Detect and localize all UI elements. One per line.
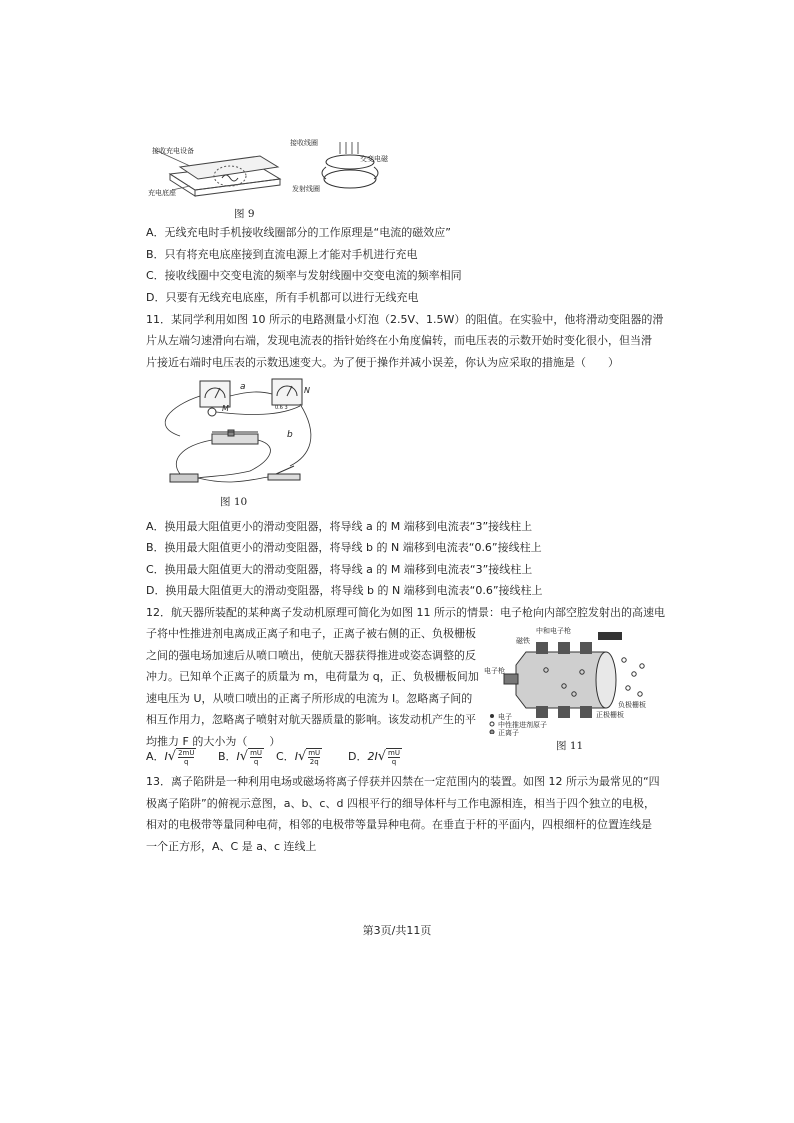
q10-option-c: C．接收线圈中交变电流的频率与发射线圈中交变电流的频率相同 — [146, 269, 462, 282]
q11-stem-line-1: 11．某同学利用如图 10 所示的电路测量小灯泡（2.5V、1.5W）的阻值。在实验中，他将滑动变阻器的滑 — [146, 313, 664, 326]
q12-stem-line-1: 12．航天器所装配的某种离子发动机原理可简化为如图 11 所示的情景：电子枪向内部空腔发射出的高速电 — [146, 606, 665, 619]
figure-9-caption: 图 9 — [234, 208, 255, 220]
q12-option-d-label: D． — [348, 750, 368, 763]
q11-option-b: B．换用最大阻值更小的滑动变阻器，将导线 b 的 N 端移到电流表“0.6”接线柱上 — [146, 541, 542, 554]
q12-option-c-label: C． — [276, 750, 295, 763]
fig9-label-ac-magnetic: 交变电磁 — [360, 155, 388, 163]
q13-stem-line-4: 一个正方形，A、C 是 a、c 连线上 — [146, 840, 317, 853]
q11-stem-line-3: 片接近右端时电压表的示数迅速变大。为了便于操作并减小误差，你认为应采取的措施是（ ） — [146, 356, 619, 369]
figure-10 — [150, 376, 330, 510]
q10-option-a: A．无线充电时手机接收线圈部分的工作原理是“电流的磁效应” — [146, 226, 451, 239]
q12-stem-line-2: 子将中性推进剂电离成正离子和电子，正离子被右侧的正、负极栅板 — [146, 627, 476, 640]
fig9-label-receiver-device: 接收充电设备 — [152, 147, 194, 155]
figure-10-drawing — [150, 376, 330, 494]
q12-option-c-num: mU — [308, 749, 321, 757]
q12-option-c-coef: I — [294, 750, 298, 763]
fig9-label-charging-base: 充电底座 — [148, 189, 176, 197]
q11-stem-line-2: 片从左端匀速滑向右端，发现电流表的指针始终在小角度偏转，而电压表的示数开始时变化很小，但当滑 — [146, 334, 652, 347]
q13-stem-line-1: 13．离子陷阱是一种利用电场或磁场将离子俘获并囚禁在一定范围内的装置。如图 12 所示为最常见的“四 — [146, 775, 660, 788]
fig11-label-neutralizer: 中和电子枪 — [536, 627, 571, 635]
fig9-label-receive-coil: 接收线圈 — [290, 139, 318, 147]
q12-stem-line-3: 之间的强电场加速后从喷口喷出，使航天器获得推进或姿态调整的反 — [146, 649, 476, 662]
figure-9-drawing — [150, 134, 380, 204]
q13-stem-line-2: 极离子陷阱”的俯视示意图，a、b、c、d 四根平行的细导体杆与工作电源相连，相当于四个独立的电极， — [146, 797, 655, 810]
q11-option-c: C．换用最大阻值更大的滑动变阻器，将导线 a 的 M 端移到电流表“3”接线柱上 — [146, 563, 533, 576]
q12-option-c-den: 2q — [309, 758, 319, 766]
q12-stem-line-6: 相互作用力，忽略离子喷射对航天器质量的影响。该发动机产生的平 — [146, 713, 476, 726]
fig11-legend-electron: 电子 — [498, 713, 512, 721]
q12-option-c: C．I√ $\frac{mU}{2q}$ — [276, 749, 321, 766]
q13-stem-line-3: 相对的电极带等量同种电荷，相邻的电极带等量异种电荷。在垂直于杆的平面内，四根细杆的位置连线是 — [146, 818, 652, 831]
fig11-label-magnet: 磁铁 — [516, 637, 530, 645]
figure-11-caption: 图 11 — [556, 740, 584, 752]
q12-stem-line-4: 冲力。已知单个正离子的质量为 m，电荷量为 q，正、负极栅板间加 — [146, 670, 479, 683]
fig11-legend-positive-ion: 正离子 — [498, 729, 519, 737]
q12-stem-line-7: 均推力 F 的大小为（ ） — [146, 735, 281, 748]
page-number-footer: 第3页/共11页 — [362, 924, 432, 937]
figure-9 — [148, 134, 388, 220]
q12-option-b-label: B． — [218, 750, 237, 763]
fig10-label-b: b — [287, 430, 293, 440]
fig11-legend-neutral-atom: 中性推进剂原子 — [498, 721, 547, 729]
q12-option-a-num: 2mU — [178, 749, 195, 757]
fig9-label-transmit-coil: 发射线圈 — [292, 185, 320, 193]
fig11-label-electron-gun: 电子枪 — [484, 667, 505, 675]
q10-option-d: D．只要有无线充电底座，所有手机都可以进行无线充电 — [146, 291, 419, 304]
fig10-label-ticks: 0.6 3 — [275, 405, 288, 411]
fig10-label-n: N — [304, 386, 310, 395]
fig11-label-pos-grid: 正极栅板 — [596, 711, 624, 719]
fig11-label-neg-grid: 负极栅板 — [618, 701, 646, 709]
q12-option-d-coef: 2I — [367, 750, 378, 763]
q12-stem-line-5: 速电压为 U，从喷口喷出的正离子所形成的电流为 I。忽略离子间的 — [146, 692, 473, 705]
q11-option-d: D．换用最大阻值更大的滑动变阻器，将导线 b 的 N 端移到电流表“0.6”接线柱上 — [146, 584, 543, 597]
q12-option-b: B．I√ $\frac{mU}{q}$ — [218, 749, 263, 766]
q10-option-b: B．只有将充电底座接到直流电源上才能对手机进行充电 — [146, 248, 418, 261]
fig10-label-m: M — [222, 404, 229, 413]
q12-option-b-den: q — [253, 758, 259, 766]
q12-option-a: A．I√ $\frac{2mU}{q}$ — [146, 749, 195, 766]
q12-option-a-coef: I — [164, 750, 168, 763]
q12-option-b-coef: I — [236, 750, 240, 763]
fig10-label-a: a — [240, 382, 246, 392]
q12-option-d-den: q — [391, 758, 397, 766]
figure-11 — [484, 627, 656, 752]
q11-option-a: A．换用最大阻值更小的滑动变阻器，将导线 a 的 M 端移到电流表“3”接线柱上 — [146, 520, 533, 533]
q12-option-d-num: mU — [388, 749, 400, 757]
q12-option-b-num: mU — [250, 749, 263, 757]
q12-option-a-den: q — [184, 758, 189, 766]
q12-option-a-label: A． — [146, 750, 165, 763]
figure-10-caption: 图 10 — [220, 496, 248, 508]
q12-option-d: D．2I√ $\frac{mU}{q}$ — [348, 749, 400, 766]
